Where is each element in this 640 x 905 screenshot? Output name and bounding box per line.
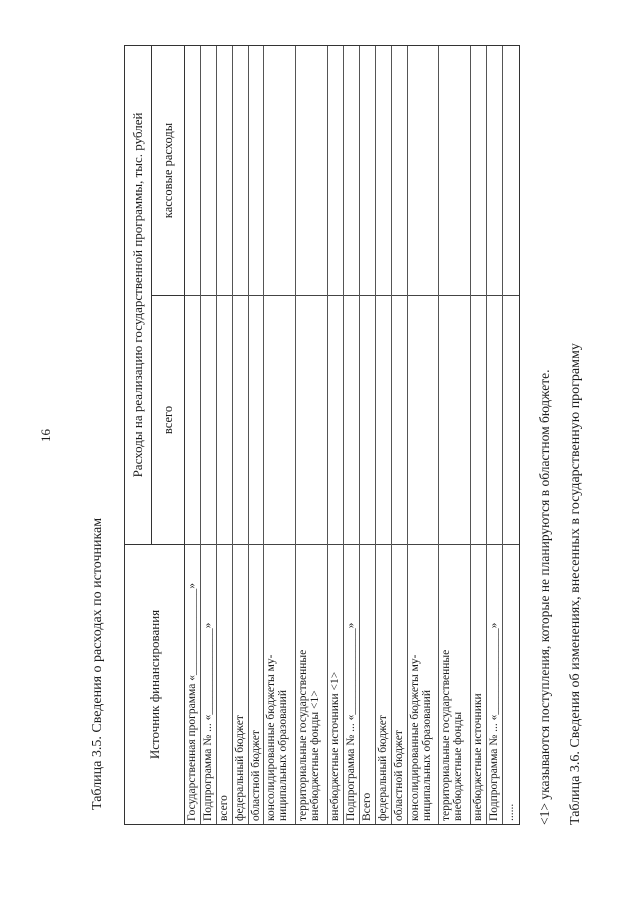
cash-cell — [233, 46, 248, 295]
total-cell — [185, 295, 200, 544]
table-3-5 — [124, 45, 520, 825]
total-cell — [264, 295, 295, 544]
source-cell: Подпрограмма № ... «_______________» — [201, 544, 216, 824]
source-cell: областной бюджет — [249, 544, 264, 824]
table-row — [233, 46, 249, 824]
total-cell — [487, 295, 502, 544]
source-cell: Подпрограмма № ... «_______________» — [344, 544, 359, 824]
source-cell: Государственная программа «_______________» — [185, 544, 200, 824]
table-row — [185, 46, 201, 824]
page-number: 16 — [38, 429, 53, 442]
cash-cell — [264, 46, 295, 295]
table-row — [217, 46, 233, 824]
table-row — [471, 46, 487, 824]
total-cell — [233, 295, 248, 544]
table-row — [201, 46, 217, 824]
table-3-5-title: Таблица 3.5. Сведения о расходах по источникам — [90, 517, 105, 810]
cash-cell — [471, 46, 486, 295]
table-row — [360, 46, 376, 824]
total-cell — [217, 295, 232, 544]
source-cell: внебюджетные источники — [471, 544, 486, 824]
total-cell — [328, 295, 343, 544]
table-row — [344, 46, 360, 824]
source-cell: Подпрограмма № ... «_______________» — [487, 544, 502, 824]
table-row — [408, 46, 440, 824]
cash-cell — [360, 46, 375, 295]
cash-cell — [344, 46, 359, 295]
table-row — [487, 46, 503, 824]
table-row — [328, 46, 344, 824]
header-expenses: Расходы на реализацию государственной программы, тыс. рублей — [125, 46, 152, 544]
source-cell: федеральный бюджет — [376, 544, 391, 824]
total-cell — [439, 295, 470, 544]
cash-cell — [487, 46, 502, 295]
table-row — [503, 46, 519, 824]
total-cell — [376, 295, 391, 544]
source-cell: Всего — [360, 544, 375, 824]
total-cell — [249, 295, 264, 544]
table-row — [439, 46, 471, 824]
source-cell: консолидированные бюджеты му- ниципальных образований — [408, 544, 439, 824]
table-row — [296, 46, 328, 824]
table-3-6-title: Таблица 3.6. Сведения об изменениях, внесенных в государственную программу — [568, 343, 583, 825]
cash-cell — [249, 46, 264, 295]
source-cell: территориальные государственные внебюджетные фонды — [439, 544, 470, 824]
table-row — [376, 46, 392, 824]
cash-cell — [296, 46, 327, 295]
total-cell — [408, 295, 439, 544]
cash-cell — [376, 46, 391, 295]
header-cash: кассовые расходы — [152, 46, 185, 295]
cash-cell — [392, 46, 407, 295]
footnote: <1> указываются поступления, которые не планируются в областном бюджете. — [537, 369, 552, 825]
source-cell: территориальные государственные внебюджетные фонды <1> — [296, 544, 327, 824]
total-cell — [503, 295, 519, 544]
total-cell — [344, 295, 359, 544]
total-cell — [201, 295, 216, 544]
table-row — [249, 46, 265, 824]
table-row — [392, 46, 408, 824]
total-cell — [296, 295, 327, 544]
source-cell: федеральный бюджет — [233, 544, 248, 824]
cash-cell — [201, 46, 216, 295]
cash-cell — [185, 46, 200, 295]
cash-cell — [439, 46, 470, 295]
source-cell: областной бюджет — [392, 544, 407, 824]
cash-cell — [503, 46, 519, 295]
source-cell: всего — [217, 544, 232, 824]
total-cell — [360, 295, 375, 544]
source-cell: внебюджетные источники <1> — [328, 544, 343, 824]
total-cell — [471, 295, 486, 544]
source-cell: консолидированные бюджеты му- ниципальных образований — [264, 544, 295, 824]
header-total: всего — [152, 295, 185, 544]
source-cell: ...... — [503, 544, 519, 824]
cash-cell — [328, 46, 343, 295]
header-source: Источник финансирования — [125, 544, 185, 824]
total-cell — [392, 295, 407, 544]
cash-cell — [217, 46, 232, 295]
cash-cell — [408, 46, 439, 295]
table-row — [264, 46, 296, 824]
table-body — [185, 46, 519, 824]
